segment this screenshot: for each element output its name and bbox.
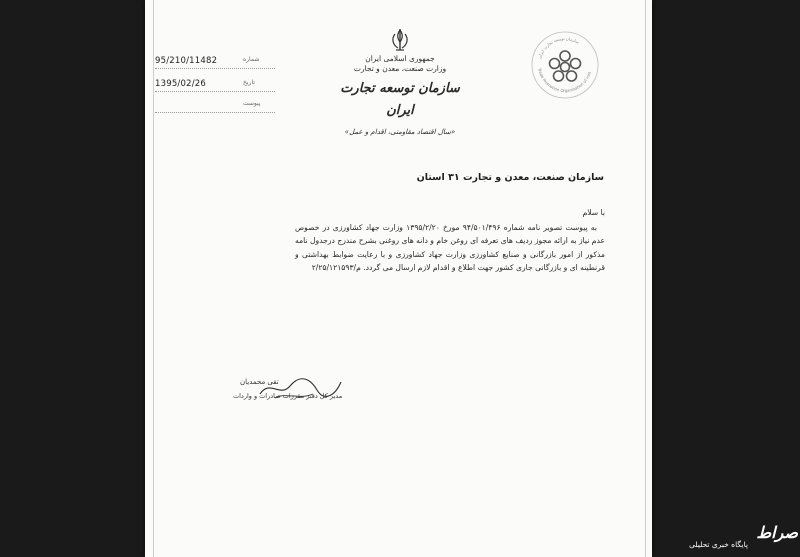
letter-greeting: با سلام: [582, 208, 605, 217]
site-watermark: [663, 520, 800, 557]
letterhead-organization: سازمان توسعه تجارت ایران: [340, 81, 460, 118]
letter-number-row: [155, 56, 275, 70]
letter-date-line: [155, 91, 275, 92]
letterhead: [325, 28, 475, 138]
letterhead-republic: جمهوری اسلامی ایران: [365, 54, 435, 63]
letter-date-label: تاریخ: [243, 79, 255, 86]
letter-date-value: 1395/02/26: [155, 79, 206, 89]
letter-body: [295, 206, 605, 275]
page-edge-left: [153, 0, 154, 557]
signatory-name: تقی محمدیان: [240, 378, 279, 386]
letter-date-row: [155, 79, 275, 93]
logo-name-fa: سازمان توسعه تجارت ایران: [536, 35, 580, 60]
tpo-logo-icon: [530, 30, 600, 100]
watermark-brand-logo: صراط: [756, 523, 798, 542]
letter-paragraph: [295, 221, 605, 275]
letter-reference-code: م/۲/۲۵/۱۲۱۵۹۳: [311, 263, 361, 272]
letter-attachment-row: [155, 100, 275, 114]
letter-attachment-label: پیوست: [243, 100, 261, 107]
letter-attachment-line: [155, 112, 275, 113]
letter-paragraph-text: به پیوست تصویر نامه شماره ۹۴/۵۰۱/۴۹۶ مورخ ۱۳۹۵/۲/۲۰ وزارت جهاد کشاورزی در خصوص عدم نیاز به ارائه مجوز ردیف های تعرفه ای روغن خام و دانه های روغنی بشرح مندرج درجدول نامه مذکور از امور بازرگانی و صنایع کشاورزی وزارت جهاد کشاورزی و با رعایت ضوابط بهداشتی و قرنطینه ای و بازرگانی جاری کشور جهت اطلاع و اقدام لازم ارسال می گردد.: [295, 222, 605, 272]
letter-recipient: سازمان صنعت، معدن و تجارت ۳۱ استان: [416, 172, 604, 183]
watermark-tagline: پایگاه خبری تحلیلی: [689, 540, 748, 549]
letter-number-value: 95/210/11482: [155, 56, 218, 66]
signatory-title: مدیر کل دفتر مقررات صادرات و واردات: [233, 392, 343, 400]
letter-number-line: [155, 68, 275, 69]
letter-number-label: شماره: [243, 56, 260, 63]
letterhead-slogan: «سال اقتصاد مقاومتی، اقدام و عمل»: [344, 128, 456, 136]
page-edge-right: [645, 0, 646, 557]
logo-name-en: Trade Promotion Organization of Iran: [537, 67, 593, 94]
letterhead-ministry: وزارت صنعت، معدن و تجارت: [353, 64, 447, 73]
iran-emblem-icon: [389, 28, 411, 52]
letter-page: [145, 0, 652, 557]
